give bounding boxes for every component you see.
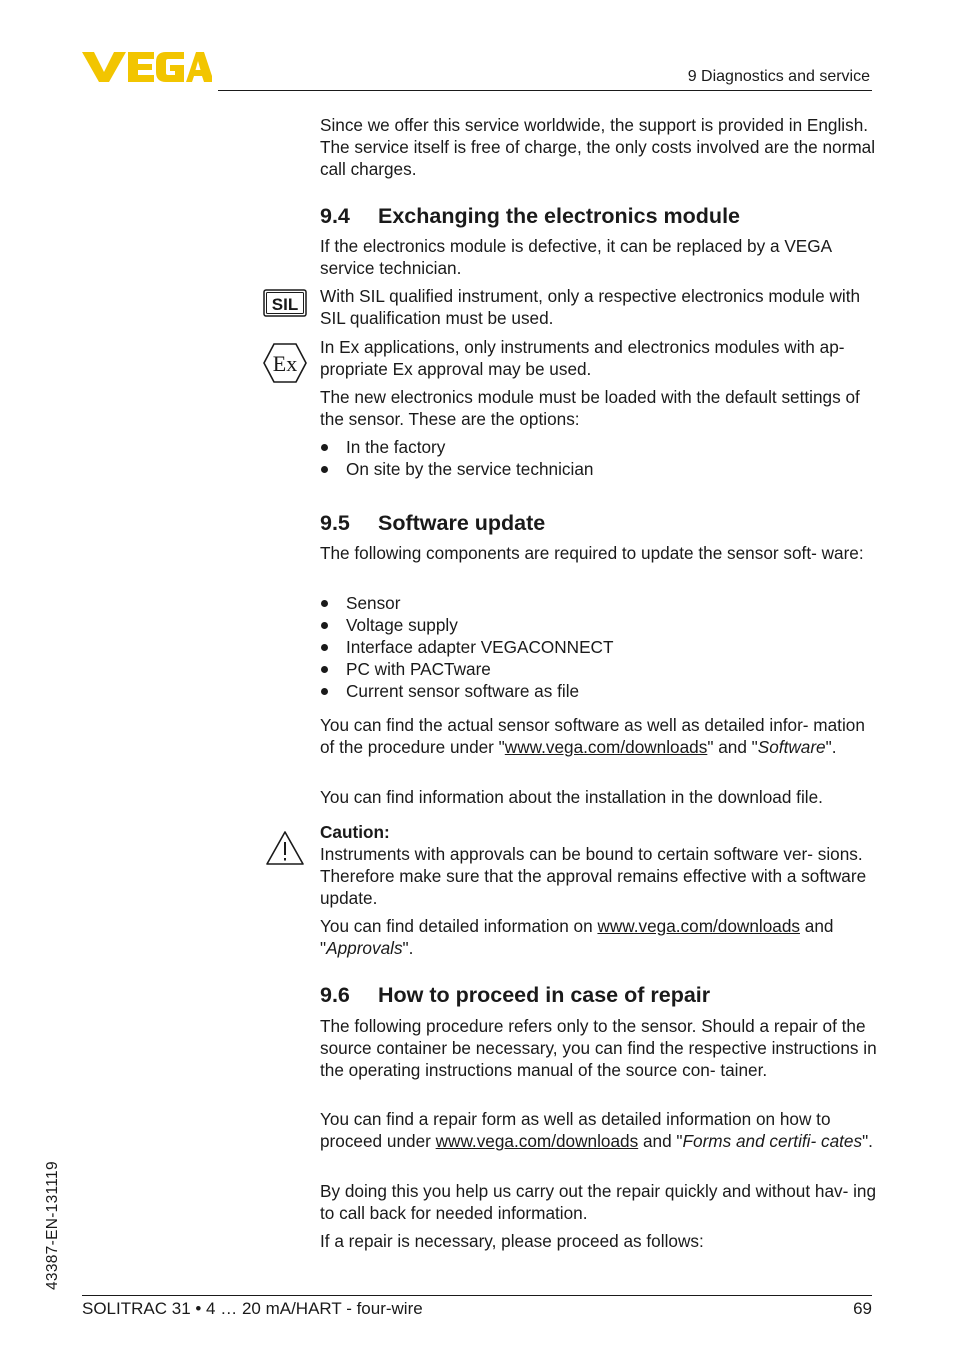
s94-paragraph-2: The new electronics module must be loaded with the default settings of the sensor. These are the options: — [320, 387, 860, 429]
list-item: In the factory — [320, 436, 880, 458]
sil-note: With SIL qualified instrument, only a respective electronics module with SIL qualification must be used. — [320, 286, 861, 328]
emphasis-software: Software — [757, 737, 826, 757]
vega-logo — [82, 50, 212, 84]
sil-icon — [263, 289, 307, 322]
s95-components-list — [320, 592, 880, 702]
heading-title: How to proceed in case of repair — [378, 983, 711, 1007]
heading-number: 9.5 — [320, 511, 350, 535]
s96-paragraph-1: The following procedure refers only to the sensor. Should a repair of the source container be necessary, you can find the respective instructions in the operating instructions manual of the source con- tainer. — [320, 1016, 877, 1080]
text-run: You can find detailed information on — [320, 916, 598, 936]
text-run: ". — [402, 938, 414, 958]
s95-paragraph-1: The following components are required to update the sensor soft- ware: — [320, 543, 864, 563]
heading-number: 9.6 — [320, 983, 350, 1007]
header-divider — [218, 90, 872, 91]
footer-divider — [82, 1295, 872, 1296]
heading-9-5 — [320, 510, 880, 536]
s96-paragraph-2 — [320, 1108, 880, 1152]
text-run: ". — [825, 737, 837, 757]
text-run: You can find the actual sensor software as well as detailed infor- mation of the procedure under " — [320, 715, 865, 757]
ex-icon-label: Ex — [272, 351, 298, 376]
s95-paragraph-2 — [320, 714, 880, 758]
caution-text: Instruments with approvals can be bound to certain software ver- sions. Therefore make sure that the approval remains effective with a software update. — [320, 844, 867, 908]
heading-number: 9.4 — [320, 204, 350, 228]
header-section-title: 9 Diagnostics and service — [687, 68, 870, 85]
heading-title: Software update — [378, 511, 546, 535]
footer-product: SOLITRAC 31 • 4 … 20 mA/HART - four-wire — [82, 1299, 423, 1318]
logo-letters — [82, 52, 212, 82]
document-id: 43387-EN-131119 — [44, 1161, 61, 1290]
text-run: ". — [862, 1131, 873, 1151]
list-item: Interface adapter VEGACONNECT — [320, 636, 880, 658]
caution-label: Caution: — [320, 822, 390, 842]
s95-paragraph-4 — [320, 915, 880, 959]
list-item: On site by the service technician — [320, 458, 880, 480]
list-item: Voltage supply — [320, 614, 880, 636]
text-run: and " — [638, 1131, 683, 1151]
text-run: and " — [320, 916, 834, 958]
text-run: You can find a repair form as well as detailed information on how to proceed under — [320, 1109, 831, 1151]
page-number: 69 — [853, 1299, 872, 1318]
emphasis-approvals: Approvals — [326, 938, 403, 958]
warning-icon — [265, 830, 305, 871]
s96-paragraph-3: By doing this you help us carry out the repair quickly and without hav- ing to call back for needed information. — [320, 1181, 877, 1223]
text-run: " and " — [707, 737, 758, 757]
emphasis-forms: Forms and certifi- cates — [682, 1131, 863, 1151]
s95-paragraph-3: You can find information about the installation in the download file. — [320, 787, 823, 807]
downloads-link[interactable]: www.vega.com/downloads — [504, 737, 708, 757]
ex-icon — [263, 343, 307, 388]
s96-paragraph-4: If a repair is necessary, please proceed as follows: — [320, 1231, 704, 1251]
downloads-link[interactable]: www.vega.com/downloads — [435, 1131, 639, 1151]
sil-icon-label: SIL — [271, 295, 299, 314]
heading-title: Exchanging the electronics module — [378, 204, 740, 228]
list-item: PC with PACTware — [320, 658, 880, 680]
ex-note: In Ex applications, only instruments and electronics modules with ap- propriate Ex approval may be used. — [320, 337, 845, 379]
heading-9-4 — [320, 203, 880, 229]
heading-9-6 — [320, 982, 880, 1008]
list-item: Sensor — [320, 592, 880, 614]
list-item: Current sensor software as file — [320, 680, 880, 702]
intro-paragraph: Since we offer this service worldwide, the support is provided in English. The service itself is free of charge, the only costs involved are the normal call charges. — [320, 115, 876, 179]
downloads-link[interactable]: www.vega.com/downloads — [597, 916, 800, 936]
s94-paragraph-1: If the electronics module is defective, it can be replaced by a VEGA service technician. — [320, 236, 832, 278]
s94-options-list — [320, 436, 880, 480]
